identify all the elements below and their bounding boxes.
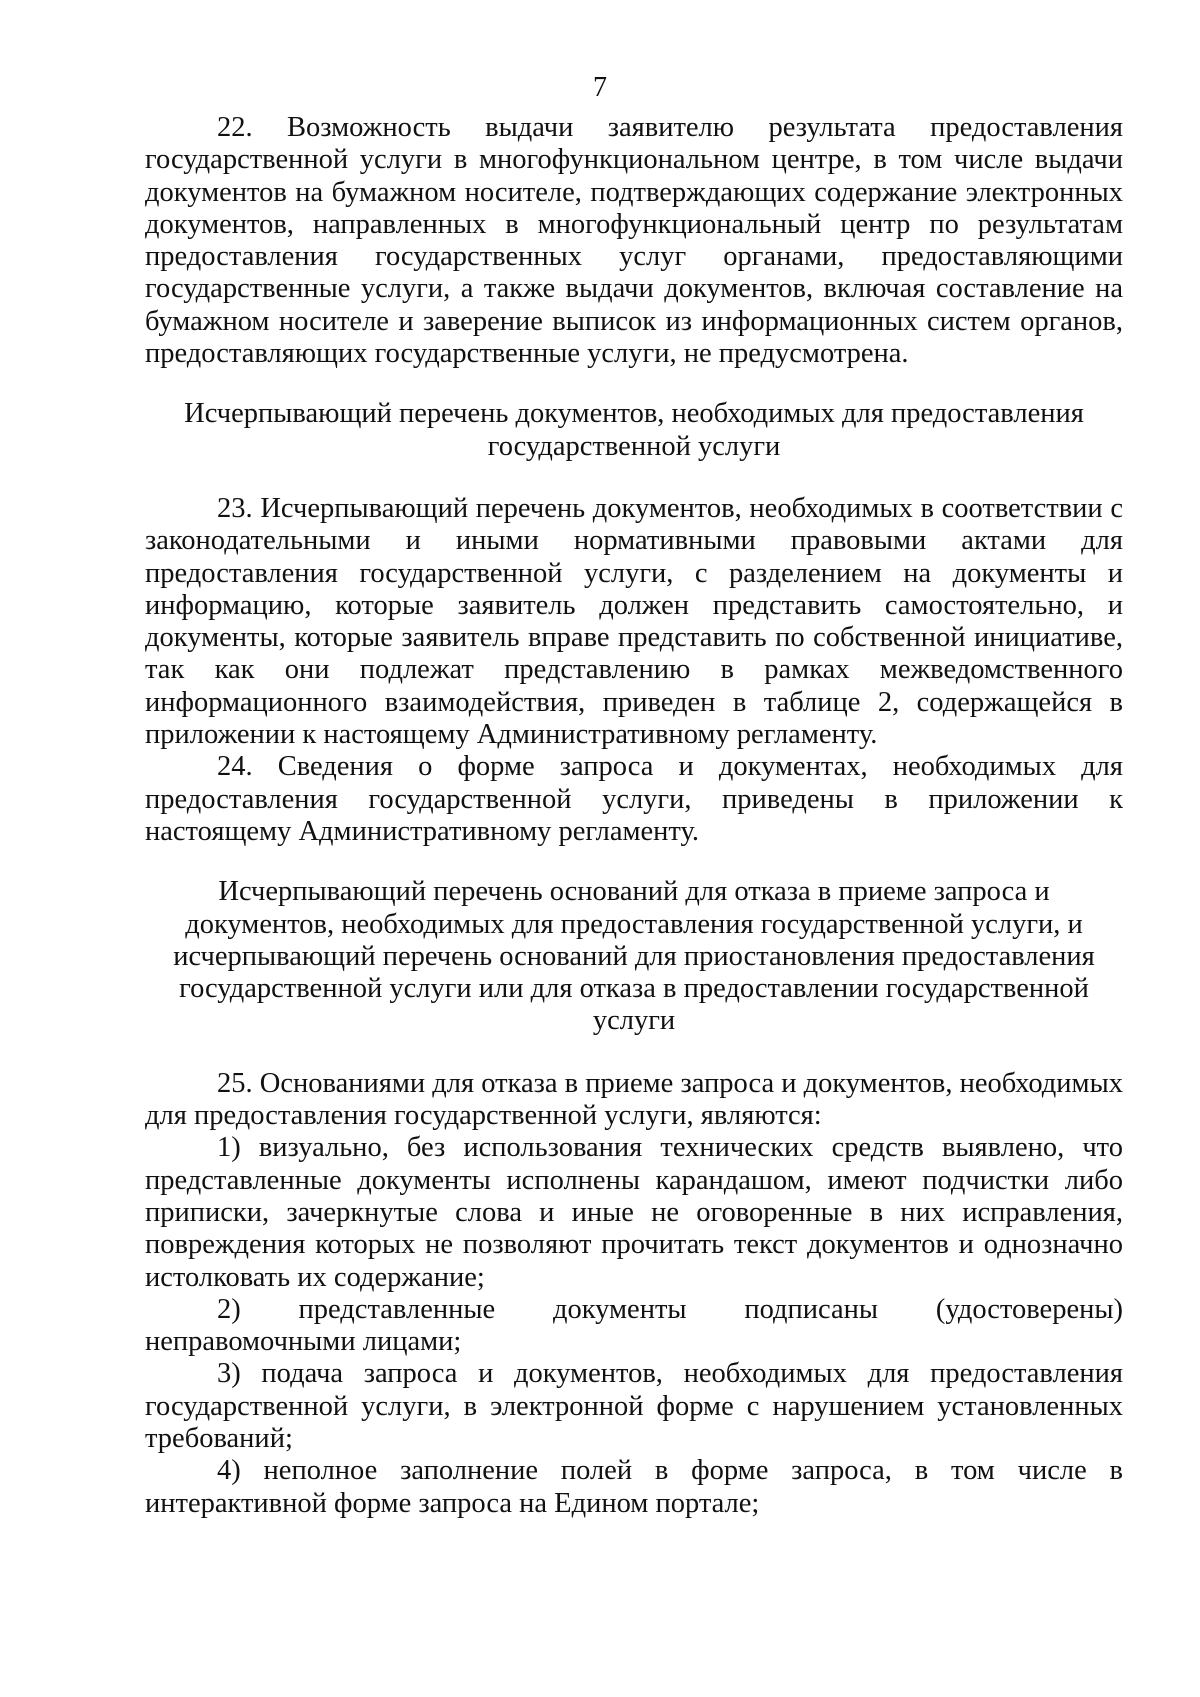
spacer bbox=[145, 463, 1123, 493]
list-item-3: 3) подача запроса и документов, необходимых для предоставления государственной услуги, в электронной форме с нарушением установленных требований; bbox=[145, 1358, 1123, 1454]
list-item-1: 1) визуально, без использования технических средств выявлено, что представленные документы исполнены карандашом, имеют подчистки либо приписки, зачеркнутые слова и иные не оговоренные в них исправления, повреждения которых не позволяют прочитать текст документов и однозначно истолковать их содержание; bbox=[145, 1132, 1123, 1293]
paragraph-22: 22. Возможность выдачи заявителю результата предоставления государственной услуги в многофункциональном центре, в том числе выдачи документов на бумажном носителе, подтверждающих содержание электронных документов, направленных в многофункциональный центр по результатам предоставления государственных услуг органами, предоставляющими государственные услуги, а также выдачи документов, включая составление на бумажном носителе и заверение выписок из информационных систем органов, предоставляющих государственные услуги, не предусмотрена. bbox=[145, 112, 1123, 370]
list-item-2: 2) представленные документы подписаны (удостоверены) неправомочными лицами; bbox=[145, 1293, 1123, 1358]
spacer bbox=[145, 848, 1123, 876]
paragraph-24: 24. Сведения о форме запроса и документах, необходимых для предоставления государственной услуги, приведены в приложении к настоящему Административному регламенту. bbox=[145, 751, 1123, 847]
section-heading-refusal-grounds: Исчерпывающий перечень оснований для отказа в приеме запроса и документов, необходимых для предоставления государственной услуги, и исчерпывающий перечень оснований для приостановления предоставления государственной услуги или для отказа в предоставлении государственной услуги bbox=[173, 876, 1095, 1037]
spacer bbox=[145, 1038, 1123, 1068]
page-number: 7 bbox=[593, 72, 607, 103]
paragraph-25: 25. Основаниями для отказа в приеме запроса и документов, необходимых для предоставления государственной услуги, являются: bbox=[145, 1067, 1123, 1132]
list-item-4: 4) неполное заполнение полей в форме запроса, в том числе в интерактивной форме запроса на Едином портале; bbox=[145, 1455, 1123, 1519]
paragraph-23: 23. Исчерпывающий перечень документов, необходимых в соответствии с законодательными и иными нормативными правовыми актами для предоставления государственной услуги, с разделением на документы и информацию, которые заявитель должен представить самостоятельно, и документы, которые заявитель вправе представить по собственной инициативе, так как они подлежат представлению в рамках межведомственного информационного взаимодействия, приведен в таблице 2, содержащейся в приложении к настоящему Административному регламенту. bbox=[145, 492, 1123, 751]
section-heading-documents: Исчерпывающий перечень документов, необходимых для предоставления государственной услуги bbox=[184, 398, 1084, 462]
spacer bbox=[145, 370, 1123, 398]
document-body bbox=[145, 112, 1123, 1520]
